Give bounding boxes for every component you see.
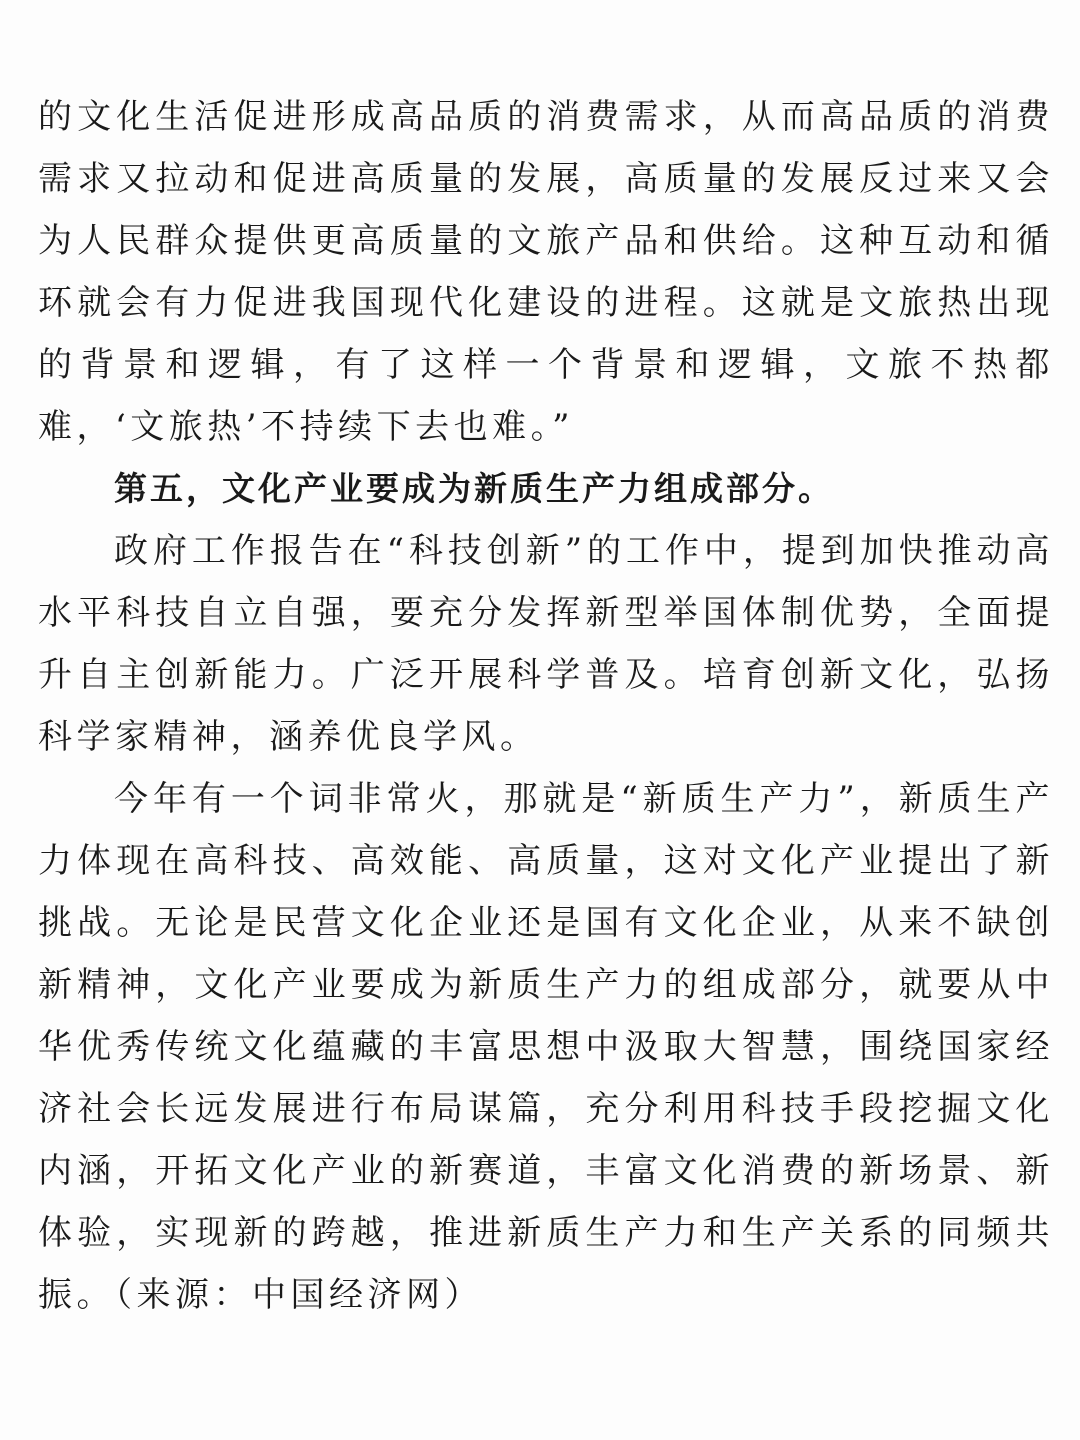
paragraph-government-report: 政府工作报告在“科技创新”的工作中，提到加快推动高水平科技自立自强，要充分发挥新型举国体制优势，全面提升自主创新能力。广泛开展科学普及。培育创新文化，弘扬科学家精神，涵养优良学风。 [38,531,1054,757]
paragraph-continuation: 的文化生活促进形成高品质的消费需求，从而高品质的消费需求又拉动和促进高质量的发展，高质量的发展反过来又会为人民群众提供更高质量的文旅产品和供给。这种互动和循环就会有力促进我国现代化建设的进程。这就是文旅热出现的背景和逻辑，有了这样一个背景和逻辑，文旅不热都难，‘文旅热’不持续下去也难。” [38,97,1054,447]
article-body [38,86,1054,1326]
section-heading: 第五，文化产业要成为新质生产力组成部分。 [114,469,834,508]
paragraph-new-productivity: 今年有一个词非常火，那就是“新质生产力”，新质生产力体现在高科技、高效能、高质量，这对文化产业提出了新挑战。无论是民营文化企业还是国有文化企业，从来不缺创新精神，文化产业要成为新质生产力的组成部分，就要从中华优秀传统文化蕴藏的丰富思想中汲取大智慧，围绕国家经济社会长远发展进行布局谋篇，充分利用科技手段挖掘文化内涵，开拓文化产业的新赛道，丰富文化消费的新场景、新体验，实现新的跨越，推进新质生产力和生产关系的同频共振。（来源：中国经济网） [38,779,1054,1315]
